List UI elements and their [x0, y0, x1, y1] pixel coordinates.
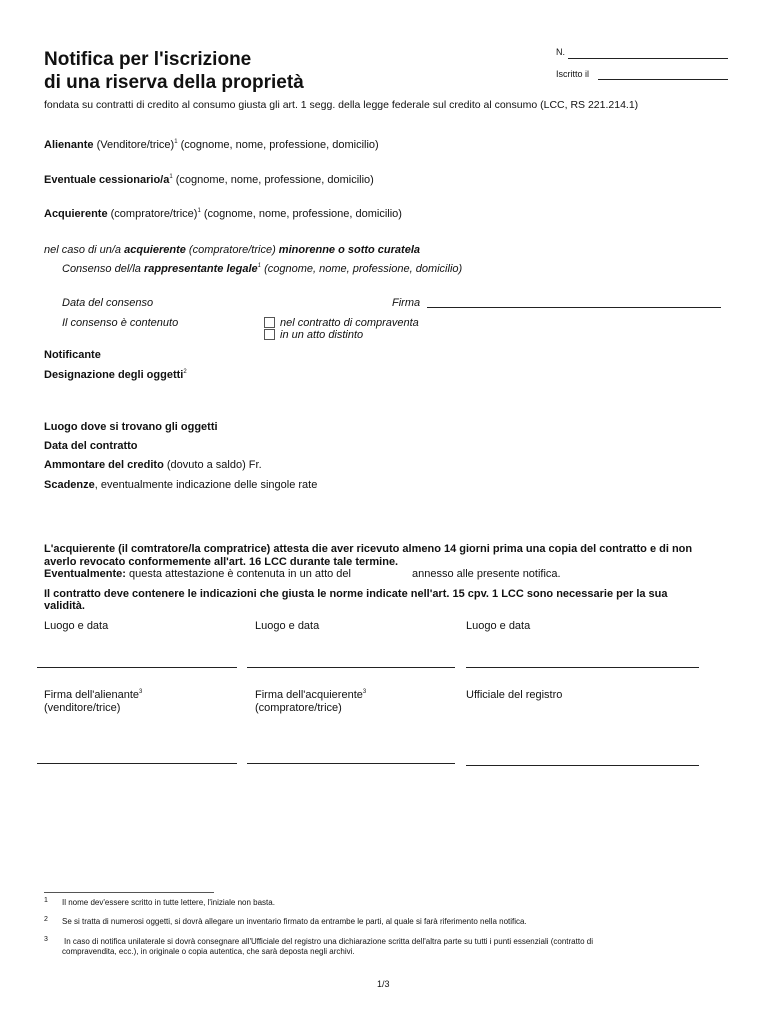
alienante-fields: (cognome, nome, professione, domicilio): [177, 139, 379, 151]
cessionario-line: [44, 174, 374, 186]
iscritto-label: Iscritto il: [556, 69, 590, 79]
minor-heading: [44, 244, 420, 256]
contract-note-line2: validità.: [44, 600, 85, 612]
iscritto-field-line[interactable]: [598, 79, 728, 80]
consenso-pre: Consenso del/la: [62, 263, 144, 275]
firma-alienante-line[interactable]: [37, 763, 237, 764]
minor-heading-mid: (compratore/trice): [185, 244, 279, 256]
alienante-label: Alienante: [44, 139, 94, 151]
firma-alienante-label: [44, 689, 142, 701]
luogo-data-label-3: Luogo e data: [466, 620, 531, 632]
footnote-ref: 1: [197, 208, 201, 214]
ammontare-rest: (dovuto a saldo) Fr.: [163, 459, 262, 471]
option-atto-distinto-label: in un atto distinto: [280, 329, 364, 341]
designazione-line: [44, 369, 187, 381]
firma-consenso-line[interactable]: [427, 307, 721, 308]
page-title-line2: di una riserva della proprietà: [44, 72, 304, 93]
ufficiale-line[interactable]: [466, 765, 699, 766]
footnote-ref: 1: [169, 174, 173, 180]
acquirente-role: (compratore/trice): [107, 208, 198, 220]
footnote-ref: 1: [257, 263, 262, 269]
scadenze-rest: , eventualmente indicazione delle singole rate: [94, 479, 318, 491]
footnote-ref: 3: [362, 689, 367, 695]
consenso-rappresentante: rappresentante legale: [143, 263, 258, 275]
footnote-number: 3: [44, 936, 48, 943]
notificante-label: Notificante: [44, 349, 101, 361]
footnote-text: Se si tratta di numerosi oggetti, si dovrà allegare un inventario firmato da entrambe le parti, al quale si farà riferimento nella notifica.: [62, 917, 527, 926]
scadenze-line: [44, 479, 317, 491]
number-label: N.: [556, 47, 565, 57]
eventual-line: [44, 568, 351, 580]
page-number: 1/3: [377, 979, 390, 989]
subtitle: fondata su contratti di credito al consumo giusta gli art. 1 segg. della legge federale sul credito al consumo (LCC, RS 221.214.1): [44, 99, 639, 111]
ammontare-line: [44, 459, 262, 471]
firma-acquierente-line[interactable]: [247, 763, 455, 764]
footnote-ref: 1: [174, 139, 178, 145]
luogo-data-line-2[interactable]: [247, 667, 455, 668]
firma-acquierente-sub: (compratore/trice): [255, 702, 342, 714]
luogo-data-label-2: Luogo e data: [255, 620, 320, 632]
eventual-text: questa attestazione è contenuta in un atto del: [125, 568, 351, 580]
footnote-ref: 3: [139, 689, 143, 695]
consenso-line: [62, 263, 462, 275]
luogo-data-line-3[interactable]: [466, 667, 699, 668]
consenso-fields: (cognome, nome, professione, domicilio): [261, 263, 463, 275]
luogo-data-label-1: Luogo e data: [44, 620, 109, 632]
ammontare-label: Ammontare del credito: [44, 459, 164, 471]
footnote-number: 1: [44, 897, 48, 904]
firma-acquierente-label: [255, 689, 366, 701]
footnote-text-continued: compravendita, ecc.), in originale o copia autentica, che sarà deposta negli archivi.: [62, 947, 355, 956]
footnote-separator: [44, 892, 214, 893]
eventual-tail: annesso alle presente notifica.: [412, 568, 561, 580]
firma-acquierente-text: Firma dell'acquierente: [255, 689, 363, 701]
eventual-label: Eventualmente:: [44, 568, 126, 580]
checkbox-contratto[interactable]: [264, 317, 275, 328]
luogo-oggetti-label: Luogo dove si trovano gli oggetti: [44, 421, 218, 433]
minor-heading-acquierente: acquierente: [124, 244, 186, 256]
luogo-data-line-1[interactable]: [37, 667, 237, 668]
data-contratto-label: Data del contratto: [44, 440, 138, 452]
acquirente-fields: (cognome, nome, professione, domicilio): [200, 208, 402, 220]
page-title-line1: Notifica per l'iscrizione: [44, 49, 252, 70]
number-field-line[interactable]: [568, 58, 728, 59]
firma-label: Firma: [392, 297, 421, 309]
cessionario-fields: (cognome, nome, professione, domicilio): [172, 174, 374, 186]
attestation-line2: averlo revocato conformemente all'art. 16 LCC durante tale termine.: [44, 556, 399, 568]
scadenze-label: Scadenze: [44, 479, 95, 491]
acquirente-line: [44, 208, 402, 220]
alienante-role: (Venditore/trice): [93, 139, 175, 151]
contract-note-line1: Il contratto deve contenere le indicazioni che giusta le norme indicate nell'art. 15 cpv. 1 LCC sono necessarie per la sua: [44, 588, 668, 600]
acquirente-label: Acquierente: [44, 208, 108, 220]
cessionario-label: Eventuale cessionario/a: [44, 174, 170, 186]
checkbox-atto-distinto[interactable]: [264, 329, 275, 340]
option-contratto-label: nel contratto di compraventa: [280, 317, 419, 329]
ufficiale-label: Ufficiale del registro: [466, 689, 563, 701]
footnote-number: 2: [44, 916, 48, 923]
minor-heading-minorenne: minorenne o sotto curatela: [278, 244, 420, 256]
footnote-text: In caso di notifica unilaterale si dovrà consegnare all'Ufficiale del registro una dichiarazione scritta dell'altra parte su tutti i punti essenziali (contratto di: [64, 937, 593, 946]
alienante-line: [44, 139, 379, 151]
attestation-line1: L'acquierente (il comtratore/la compratrice) attesta die aver ricevuto almeno 14 giorni prima una copia del contratto e di non: [44, 543, 693, 555]
firma-alienante-sub: (venditore/trice): [44, 702, 121, 714]
consenso-contenuto-label: Il consenso è contenuto: [62, 317, 179, 329]
designazione-label: Designazione degli oggetti: [44, 369, 184, 381]
firma-alienante-text: Firma dell'alienante: [44, 689, 140, 701]
minor-heading-pre: nel caso di un/a: [44, 244, 125, 256]
footnote-ref: 2: [183, 369, 187, 375]
data-consenso-label: Data del consenso: [62, 297, 154, 309]
footnote-text: Il nome dev'essere scritto in tutte lettere, l'iniziale non basta.: [62, 898, 275, 907]
